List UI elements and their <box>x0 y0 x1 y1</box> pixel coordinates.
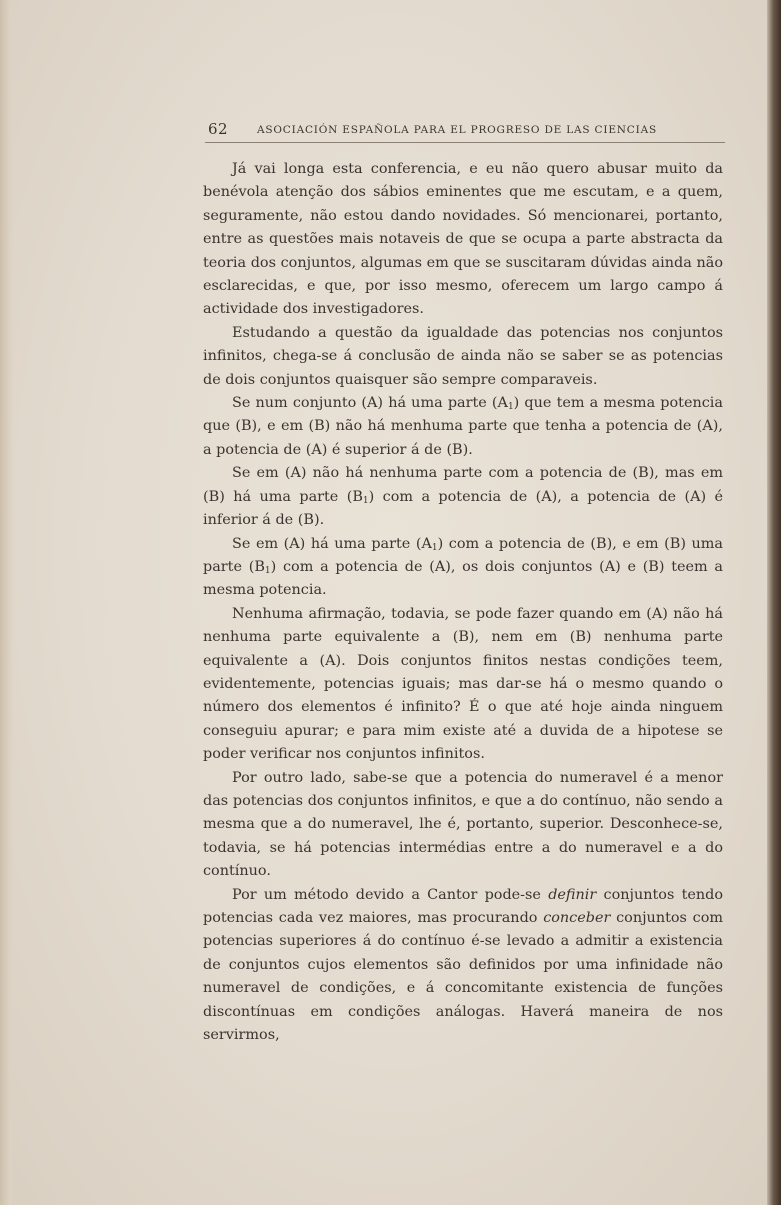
paragraph-6: Nenhuma afirmação, todavia, se pode fazer quando em (A) não há nenhuma parte equivalente a (B), nem em (B) nenhuma parte equivalente a (A). Dois conjuntos finitos nestas condições teem, evidentemente, potencias iguais; mas dar-se há o mesmo quando o número dos elementos é infinito? É o que até hoje ainda ninguem conseguiu apurar; e para mim existe até a duvida de a hipotese se poder verificar nos conjuntos infinitos. <box>203 605 723 763</box>
paragraph-4 <box>203 462 723 532</box>
paragraph-1: Já vai longa esta conferencia, e eu não quero abusar muito da benévola atenção dos sábios eminentes que me escutam, e a quem, seguramente, não estou dando novidades. Só mencionarei, portanto, entre as questões mais notaveis de que se ocupa a parte abstracta da teoria dos conjuntos, algumas em que se suscitaram dúvidas ainda não esclarecidas, e que, por isso mesmo, oferecem um largo campo á actividade dos investigadores. <box>203 161 723 318</box>
paragraph-8-part-3: conjuntos com potencias superiores á do contínuo é-se levado a admitir a existencia de conjuntos cujos elementos são definidos por uma infinidade não numeravel de condições, e á concomitante existencia de funções discontínuas em condições análogas. Haverá maneira de nos servirmos, <box>203 910 724 1044</box>
paragraph-4-part-1: Se em (A) não há nenhuma parte com a potencia de (B), mas em (B) há uma parte (B <box>203 465 723 505</box>
subscript-1: 1 <box>264 565 271 576</box>
italic-term-definir: definir <box>548 886 597 903</box>
running-title: ASOCIACIÓN ESPAÑOLA PARA EL PROGRESO DE LAS CIENCIAS <box>257 124 657 136</box>
subscript-1: 1 <box>507 402 514 413</box>
paragraph-8-part-1: Por um método devido a Cantor pode-se <box>232 886 549 903</box>
paragraph-3-part-1: Se num conjunto (A) há uma parte (A <box>232 395 508 412</box>
paragraph-5 <box>203 533 723 603</box>
running-header <box>205 118 725 143</box>
paragraph-5-part-3: ) com a potencia de (A), os dois conjuntos (A) e (B) teem a mesma potencia. <box>203 558 723 599</box>
italic-term-conceber: conceber <box>543 910 611 926</box>
paragraph-4-part-2: ) com a potencia de (A), a potencia de (A) é inferior á de (B). <box>203 488 723 529</box>
body-text <box>203 158 723 1047</box>
paragraph-2: Estudando a questão da igualdade das potencias nos conjuntos infinitos, chega-se á conclusão de ainda não se saber se as potencias de dois conjuntos quaisquer são sempre comparaveis. <box>203 324 723 388</box>
page-left-edge <box>0 0 14 1205</box>
paragraph-3 <box>203 392 723 462</box>
paragraph-7: Por outro lado, sabe-se que a potencia do numeravel é a menor das potencias dos conjuntos infinitos, e que a do contínuo, não sendo a mesma que a do numeravel, lhe é, portanto, superior. Desconhece-se, todavia, se há potencias intermédias entre a do numeravel e a do contínuo. <box>203 769 723 880</box>
page-number: 62 <box>208 120 229 138</box>
subscript-1: 1 <box>431 542 438 553</box>
subscript-1: 1 <box>362 495 369 506</box>
page-right-edge-shadow <box>767 0 781 1205</box>
paragraph-3-part-2: ) que tem a mesma potencia que (B), e em (B) não há menhuma parte que tenha a potencia de (A), a potencia de (A) é superior á de (B). <box>203 395 723 458</box>
paragraph-8 <box>203 884 723 1048</box>
paragraph-5-part-2: ) com a potencia de (B), e em (B) uma parte (B <box>203 535 723 575</box>
paragraph-8-part-2: conjuntos tendo potencias cada vez maiores, mas procurando <box>203 886 724 926</box>
paragraph-5-part-1: Se em (A) há uma parte (A <box>232 535 432 552</box>
